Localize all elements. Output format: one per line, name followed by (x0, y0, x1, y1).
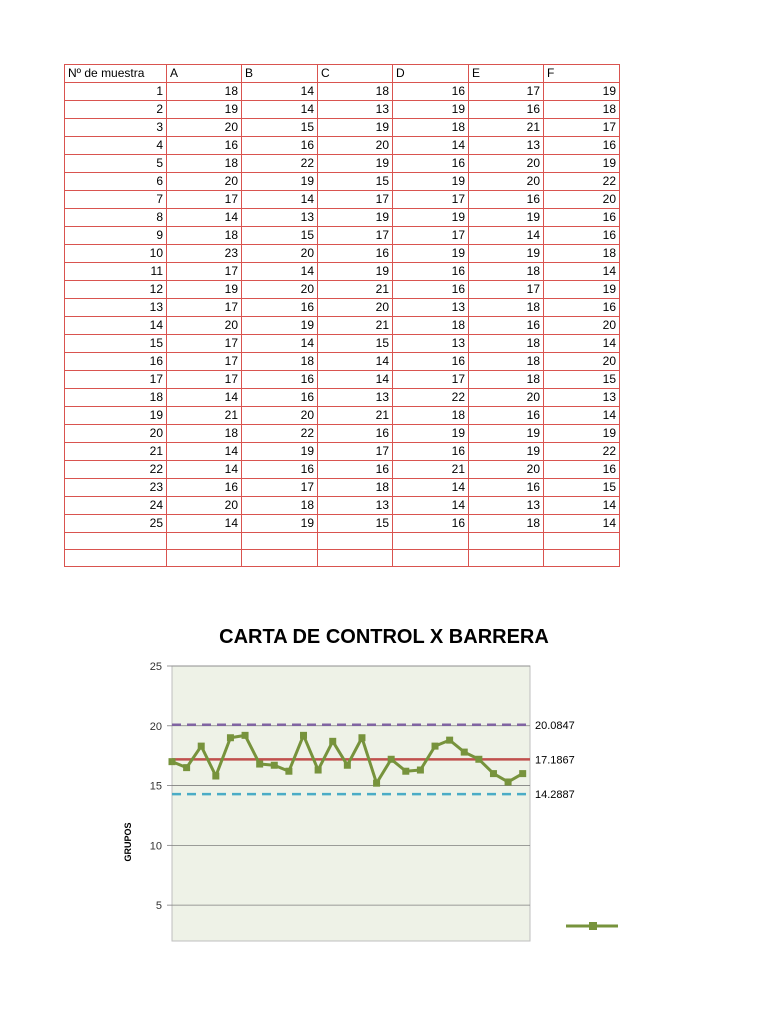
table-cell: 17 (393, 191, 469, 209)
table-cell: 18 (318, 479, 393, 497)
table-cell: 18 (167, 425, 242, 443)
table-cell: 13 (242, 209, 318, 227)
data-point (300, 732, 307, 739)
table-cell: 20 (318, 299, 393, 317)
table-row (65, 335, 620, 353)
data-point (315, 767, 322, 774)
empty-cell (393, 550, 469, 567)
table-cell: 20 (469, 155, 544, 173)
table-header-row (65, 65, 620, 83)
table-cell: 13 (65, 299, 167, 317)
table-cell: 16 (65, 353, 167, 371)
table-cell: 8 (65, 209, 167, 227)
table-cell: 14 (544, 263, 620, 281)
table-row (65, 155, 620, 173)
table-cell: 20 (469, 389, 544, 407)
table-row (65, 407, 620, 425)
table-row (65, 371, 620, 389)
table-cell: 16 (318, 461, 393, 479)
table-row (65, 317, 620, 335)
table-cell: 18 (544, 245, 620, 263)
table-cell: 15 (65, 335, 167, 353)
table-cell: 14 (65, 317, 167, 335)
table-cell: 19 (393, 245, 469, 263)
table-cell: 19 (469, 209, 544, 227)
table-cell: 21 (469, 119, 544, 137)
table-row (65, 173, 620, 191)
table-cell: 18 (393, 119, 469, 137)
legend-marker (589, 922, 597, 930)
table-cell: 23 (65, 479, 167, 497)
table-row (65, 515, 620, 533)
empty-row (65, 533, 620, 550)
table-cell: 16 (544, 461, 620, 479)
table-row (65, 83, 620, 101)
table-cell: 14 (544, 335, 620, 353)
table-cell: 19 (65, 407, 167, 425)
table-cell: 19 (469, 443, 544, 461)
table-row (65, 101, 620, 119)
data-point (358, 734, 365, 741)
control-limit-label: 17.1867 (535, 754, 575, 767)
table-cell: 20 (242, 407, 318, 425)
table-cell: 13 (393, 299, 469, 317)
table-row (65, 191, 620, 209)
empty-cell (65, 550, 167, 567)
table-cell: 21 (65, 443, 167, 461)
table-cell: 19 (469, 245, 544, 263)
data-point (461, 749, 468, 756)
column-header: A (167, 65, 242, 83)
table-cell: 14 (393, 479, 469, 497)
table-cell: 16 (469, 191, 544, 209)
table-cell: 14 (318, 371, 393, 389)
table-cell: 21 (393, 461, 469, 479)
table-cell: 15 (318, 173, 393, 191)
table-cell: 15 (544, 371, 620, 389)
table-cell: 20 (242, 245, 318, 263)
table-cell: 22 (544, 443, 620, 461)
table-cell: 19 (393, 425, 469, 443)
table-cell: 16 (318, 425, 393, 443)
column-header: D (393, 65, 469, 83)
control-limit-label: 20.0847 (535, 719, 575, 732)
table-cell: 15 (318, 335, 393, 353)
table-cell: 16 (393, 353, 469, 371)
table-cell: 14 (544, 515, 620, 533)
table-cell: 20 (544, 353, 620, 371)
table-cell: 16 (544, 209, 620, 227)
table-cell: 18 (469, 353, 544, 371)
table-cell: 7 (65, 191, 167, 209)
table-cell: 22 (544, 173, 620, 191)
table-cell: 21 (318, 281, 393, 299)
table-cell: 25 (65, 515, 167, 533)
table-cell: 14 (167, 443, 242, 461)
table-cell: 18 (167, 83, 242, 101)
table-cell: 20 (65, 425, 167, 443)
table-cell: 16 (469, 101, 544, 119)
empty-cell (167, 550, 242, 567)
table-cell: 18 (469, 263, 544, 281)
table-cell: 10 (65, 245, 167, 263)
y-tick-label: 10 (149, 840, 162, 853)
table-cell: 14 (393, 497, 469, 515)
table-cell: 14 (167, 209, 242, 227)
table-row (65, 119, 620, 137)
table-cell: 18 (469, 299, 544, 317)
data-point (344, 762, 351, 769)
table-row (65, 461, 620, 479)
data-point (490, 770, 497, 777)
data-point (329, 738, 336, 745)
table-cell: 19 (318, 119, 393, 137)
table-cell: 19 (318, 263, 393, 281)
table-cell: 22 (65, 461, 167, 479)
table-cell: 13 (469, 497, 544, 515)
table-cell: 14 (242, 335, 318, 353)
data-point (475, 756, 482, 763)
table-cell: 17 (167, 371, 242, 389)
table-row (65, 425, 620, 443)
empty-cell (318, 550, 393, 567)
y-tick-label: 5 (155, 900, 162, 913)
plot-area (172, 666, 530, 941)
table-cell: 14 (167, 515, 242, 533)
table-cell: 22 (242, 425, 318, 443)
table-cell: 19 (393, 209, 469, 227)
table-cell: 18 (469, 515, 544, 533)
table-row (65, 299, 620, 317)
data-point (169, 758, 176, 765)
table-cell: 22 (242, 155, 318, 173)
table-cell: 17 (242, 479, 318, 497)
data-point (417, 767, 424, 774)
table-cell: 5 (65, 155, 167, 173)
table-cell: 21 (318, 317, 393, 335)
table-cell: 17 (318, 227, 393, 245)
data-point (505, 778, 512, 785)
table-cell: 13 (318, 389, 393, 407)
table-cell: 20 (469, 461, 544, 479)
column-header: Nº de muestra (65, 65, 167, 83)
table-cell: 20 (469, 173, 544, 191)
empty-cell (318, 533, 393, 550)
empty-cell (544, 550, 620, 567)
table-cell: 13 (469, 137, 544, 155)
control-chart (0, 650, 768, 950)
table-cell: 19 (544, 155, 620, 173)
empty-cell (469, 550, 544, 567)
table-cell: 14 (167, 461, 242, 479)
table-row (65, 227, 620, 245)
table-cell: 19 (242, 317, 318, 335)
table-cell: 1 (65, 83, 167, 101)
table-cell: 17 (318, 443, 393, 461)
table-cell: 18 (242, 497, 318, 515)
table-row (65, 137, 620, 155)
table-cell: 15 (318, 515, 393, 533)
table-cell: 19 (544, 425, 620, 443)
y-tick-label: 20 (149, 720, 162, 733)
table-cell: 20 (167, 119, 242, 137)
table-cell: 16 (393, 443, 469, 461)
table-cell: 13 (318, 101, 393, 119)
table-row (65, 245, 620, 263)
table-cell: 18 (393, 407, 469, 425)
table-cell: 17 (167, 335, 242, 353)
table-cell: 18 (242, 353, 318, 371)
table-cell: 16 (393, 281, 469, 299)
empty-cell (544, 533, 620, 550)
table-cell: 19 (242, 173, 318, 191)
table-cell: 16 (242, 137, 318, 155)
table-cell: 14 (167, 389, 242, 407)
table-cell: 16 (242, 299, 318, 317)
table-cell: 19 (544, 83, 620, 101)
table-row (65, 479, 620, 497)
data-point (519, 770, 526, 777)
table-cell: 18 (544, 101, 620, 119)
table-cell: 24 (65, 497, 167, 515)
data-point (271, 762, 278, 769)
table-cell: 15 (242, 119, 318, 137)
empty-cell (242, 533, 318, 550)
table-cell: 18 (65, 389, 167, 407)
data-point (388, 756, 395, 763)
y-axis-ticks (150, 661, 172, 912)
table-cell: 16 (242, 461, 318, 479)
table-cell: 22 (393, 389, 469, 407)
table-row (65, 263, 620, 281)
empty-cell (167, 533, 242, 550)
table-row (65, 497, 620, 515)
y-axis-label: GRUPOS (123, 822, 133, 862)
table-cell: 23 (167, 245, 242, 263)
empty-cell (469, 533, 544, 550)
table-cell: 14 (318, 353, 393, 371)
table-cell: 16 (544, 227, 620, 245)
table-cell: 16 (393, 515, 469, 533)
table-cell: 18 (318, 83, 393, 101)
control-limit-label: 14.2887 (535, 789, 575, 802)
column-header: C (318, 65, 393, 83)
table-cell: 15 (242, 227, 318, 245)
table-cell: 16 (318, 245, 393, 263)
table-cell: 17 (393, 371, 469, 389)
table-row (65, 353, 620, 371)
legend (566, 922, 618, 930)
table-cell: 19 (544, 281, 620, 299)
table-cell: 14 (242, 263, 318, 281)
table-cell: 15 (544, 479, 620, 497)
table-cell: 16 (167, 479, 242, 497)
empty-cell (393, 533, 469, 550)
data-point (446, 737, 453, 744)
table-cell: 19 (318, 155, 393, 173)
table-cell: 18 (167, 227, 242, 245)
table-cell: 13 (318, 497, 393, 515)
table-cell: 14 (242, 83, 318, 101)
empty-row (65, 550, 620, 567)
table-cell: 17 (393, 227, 469, 245)
table-cell: 20 (544, 317, 620, 335)
table-cell: 20 (242, 281, 318, 299)
table-cell: 18 (167, 155, 242, 173)
table-cell: 19 (167, 101, 242, 119)
table-cell: 20 (167, 173, 242, 191)
table-cell: 13 (393, 335, 469, 353)
data-point (373, 780, 380, 787)
chart-title: CARTA DE CONTROL X BARRERA (219, 626, 549, 648)
table-cell: 17 (167, 263, 242, 281)
table-cell: 14 (242, 191, 318, 209)
table-cell: 17 (167, 353, 242, 371)
table-cell: 16 (393, 83, 469, 101)
table-row (65, 209, 620, 227)
data-point (198, 743, 205, 750)
table-cell: 6 (65, 173, 167, 191)
data-point (227, 734, 234, 741)
table-cell: 19 (167, 281, 242, 299)
table-cell: 3 (65, 119, 167, 137)
column-header: B (242, 65, 318, 83)
table-cell: 16 (469, 407, 544, 425)
table-cell: 11 (65, 263, 167, 281)
table-cell: 16 (167, 137, 242, 155)
table-cell: 16 (544, 137, 620, 155)
table-cell: 17 (167, 191, 242, 209)
table-cell: 16 (242, 371, 318, 389)
table-cell: 14 (393, 137, 469, 155)
data-point (212, 773, 219, 780)
table-row (65, 389, 620, 407)
table-cell: 17 (167, 299, 242, 317)
data-point (242, 732, 249, 739)
table-cell: 14 (242, 101, 318, 119)
empty-cell (65, 533, 167, 550)
table-cell: 18 (469, 335, 544, 353)
table-cell: 19 (318, 209, 393, 227)
table-cell: 18 (393, 317, 469, 335)
data-point (285, 768, 292, 775)
table-row (65, 443, 620, 461)
empty-cell (242, 550, 318, 567)
table-cell: 17 (544, 119, 620, 137)
table-cell: 21 (318, 407, 393, 425)
table-cell: 17 (65, 371, 167, 389)
table-cell: 16 (242, 389, 318, 407)
table-cell: 20 (167, 497, 242, 515)
table-cell: 14 (544, 407, 620, 425)
table-cell: 16 (393, 155, 469, 173)
table-cell: 16 (393, 263, 469, 281)
column-header: E (469, 65, 544, 83)
table-cell: 19 (393, 101, 469, 119)
y-tick-label: 15 (149, 780, 162, 793)
data-table (64, 64, 620, 567)
table-cell: 19 (242, 515, 318, 533)
table-cell: 13 (544, 389, 620, 407)
table-cell: 2 (65, 101, 167, 119)
table-cell: 17 (469, 83, 544, 101)
column-header: F (544, 65, 620, 83)
table-cell: 19 (393, 173, 469, 191)
table-cell: 16 (469, 479, 544, 497)
table-cell: 19 (242, 443, 318, 461)
table-cell: 4 (65, 137, 167, 155)
table-cell: 12 (65, 281, 167, 299)
table-cell: 20 (167, 317, 242, 335)
data-point (256, 761, 263, 768)
table-cell: 16 (544, 299, 620, 317)
table-cell: 14 (544, 497, 620, 515)
table-cell: 20 (318, 137, 393, 155)
data-point (432, 743, 439, 750)
table-cell: 19 (469, 425, 544, 443)
table-cell: 17 (469, 281, 544, 299)
data-point (183, 764, 190, 771)
table-cell: 16 (469, 317, 544, 335)
table-cell: 14 (469, 227, 544, 245)
table-cell: 20 (544, 191, 620, 209)
table-cell: 21 (167, 407, 242, 425)
table-row (65, 281, 620, 299)
table-cell: 18 (469, 371, 544, 389)
y-tick-label: 25 (149, 661, 162, 673)
table-cell: 9 (65, 227, 167, 245)
table-cell: 17 (318, 191, 393, 209)
data-point (402, 768, 409, 775)
